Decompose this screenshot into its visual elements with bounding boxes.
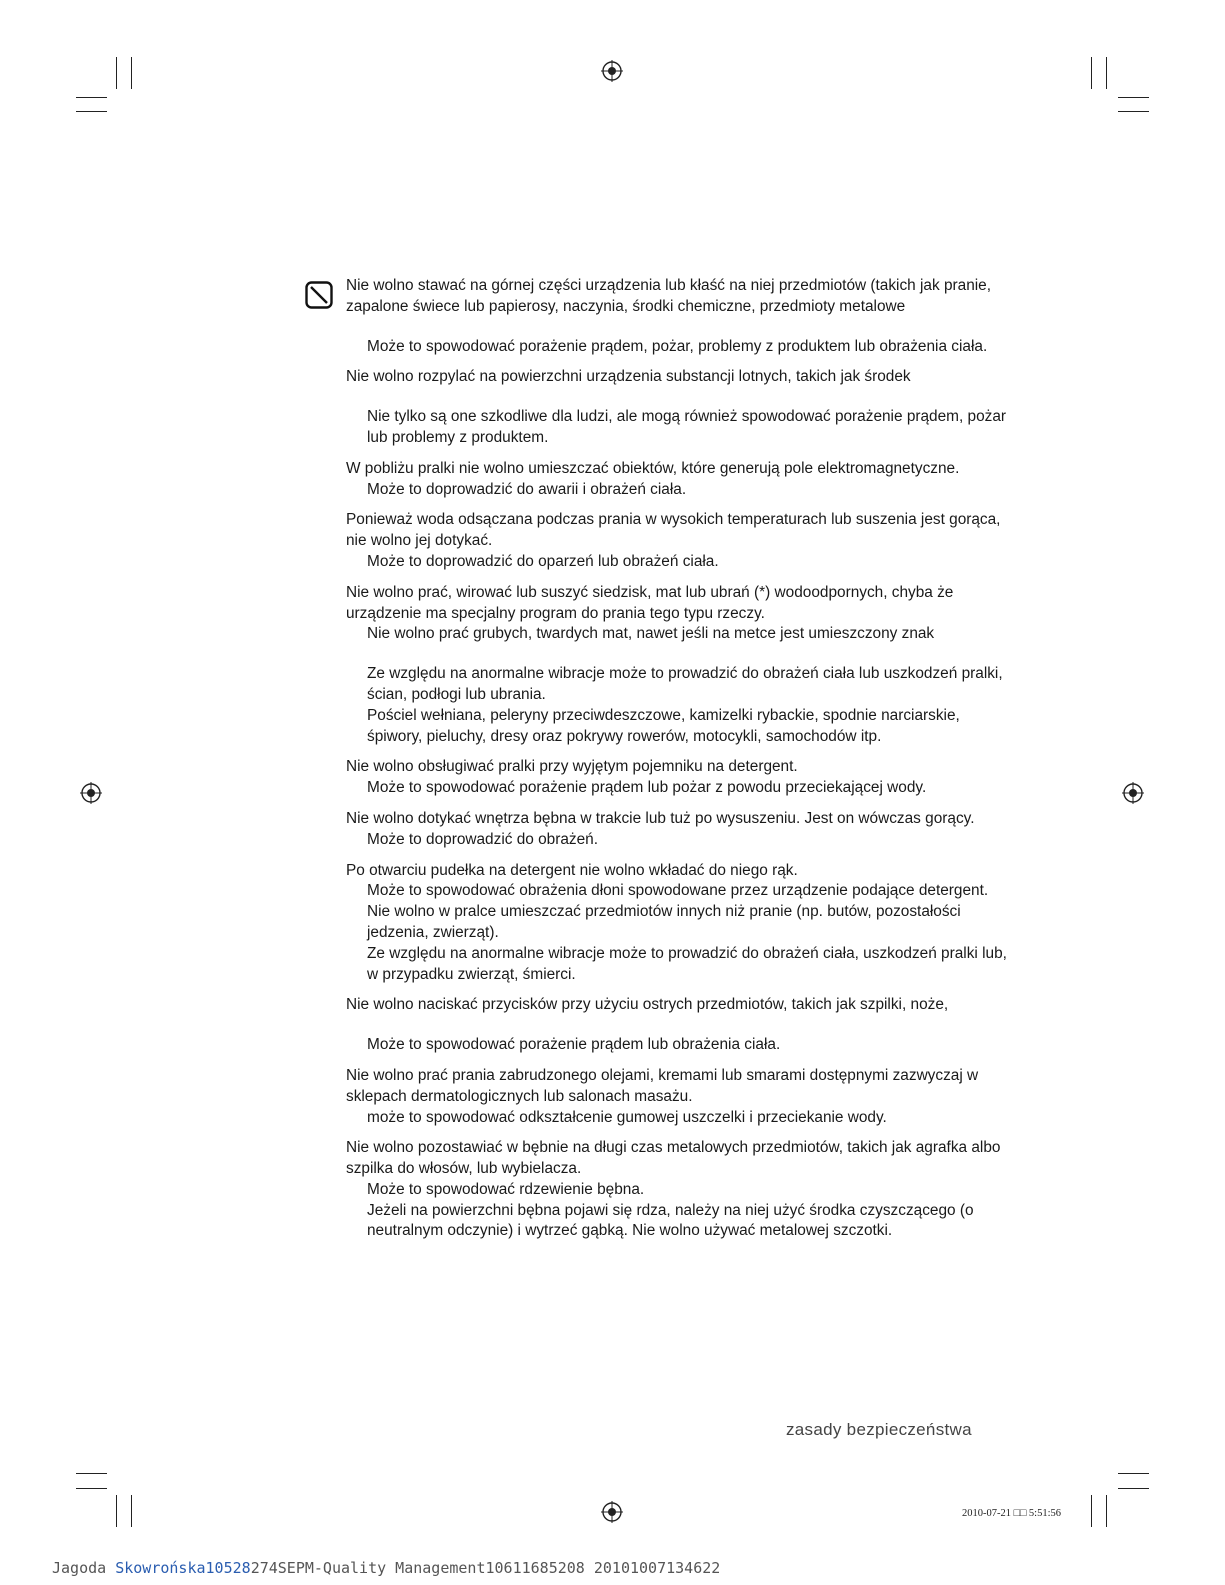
consequence-text: Może to spowodować porażenie prądem lub pożar z powodu przeciekającej wody.: [367, 779, 927, 797]
crop-mark: [1091, 57, 1092, 89]
footer-link[interactable]: Skowrońska10528: [115, 1559, 251, 1577]
instruction-text: Nie wolno naciskać przycisków przy użyciu ostrych przedmiotów, takich jak szpilki, noże,: [346, 996, 949, 1014]
instruction-block: [346, 1066, 1010, 1128]
spacer: [346, 388, 1010, 407]
crop-mark: [131, 57, 132, 89]
instruction-block: [346, 459, 1010, 501]
crop-mark: [1118, 1488, 1149, 1489]
instruction-text: Nie wolno prać, wirować lub suszyć siedzisk, mat lub ubrań (*) wodoodpornych, chyba że urządzenie ma specjalny program do prania tego typu rzeczy.: [346, 583, 954, 622]
crop-mark: [131, 1495, 132, 1527]
instruction-block: [346, 367, 1010, 448]
instruction-text: Nie wolno rozpylać na powierzchni urządzenia substancji lotnych, takich jak środek: [346, 368, 911, 386]
consequence-text: Pościel wełniana, peleryny przeciwdeszczowe, kamizelki rybackie, spodnie narciarskie, śpiwory, pieluchy, dresy oraz pokrywy rowerów, motocykli, samochodów itp.: [367, 706, 960, 745]
instruction-block: [346, 1138, 1010, 1242]
crop-mark: [1118, 111, 1149, 112]
spacer: [346, 645, 1010, 664]
spacer: [346, 1016, 1010, 1035]
crop-mark: [76, 97, 107, 98]
instruction-block: [346, 276, 1010, 357]
footer-prefix: Jagoda: [52, 1559, 116, 1577]
instruction-text: Po otwarciu pudełka na detergent nie wolno wkładać do niego rąk.: [346, 861, 798, 879]
crop-mark: [1118, 1473, 1149, 1474]
crop-mark: [76, 111, 107, 112]
consequence-text: Może to spowodować porażenie prądem lub obrażenia ciała.: [367, 1036, 781, 1054]
instruction-block: [346, 510, 1010, 572]
spacer: [346, 318, 1010, 337]
crop-mark: [76, 1473, 107, 1474]
consequence-text: Może to doprowadzić do awarii i obrażeń ciała.: [367, 480, 687, 498]
crop-mark: [1106, 57, 1107, 89]
consequence-text: może to spowodować odkształcenie gumowej uszczelki i przeciekanie wody.: [367, 1108, 887, 1126]
registration-mark-icon: [80, 782, 102, 804]
instruction-block: [346, 757, 1010, 799]
print-timestamp: 2010-07-21 □□ 5:51:56: [962, 1508, 1062, 1519]
crop-mark: [1091, 1495, 1092, 1527]
crop-mark: [1118, 97, 1149, 98]
registration-mark-icon: [601, 1501, 623, 1523]
consequence-text: Jeżeli na powierzchni bębna pojawi się rdza, należy na niej użyć środka czyszczącego (o neutralnym odczynie) i wytrzeć gąbką. Nie wolno używać metalowej szczotki.: [367, 1201, 974, 1240]
consequence-text: Nie tylko są one szkodliwe dla ludzi, ale mogą również spowodować porażenie prądem, pożar lub problemy z produktem.: [367, 408, 1007, 446]
document-footer: [52, 1559, 720, 1577]
consequence-text: Ze względu na anormalne wibracje może to prowadzić do obrażeń ciała lub uszkodzeń pralki, ścian, podłogi lub ubrania.: [367, 665, 1003, 703]
registration-mark-icon: [1122, 782, 1144, 804]
prohibition-icon: [305, 281, 333, 309]
consequence-text: Może to doprowadzić do oparzeń lub obrażeń ciała.: [367, 552, 719, 570]
instruction-block: [346, 809, 1010, 851]
consequence-text: Może to doprowadzić do obrażeń.: [367, 830, 598, 848]
instruction-text: W pobliżu pralki nie wolno umieszczać obiektów, które generują pole elektromagnetyczne.: [346, 459, 960, 477]
instruction-text: Nie wolno obsługiwać pralki przy wyjętym pojemniku na detergent.: [346, 758, 798, 776]
crop-mark: [1106, 1495, 1107, 1527]
consequence-text: Nie wolno prać grubych, twardych mat, nawet jeśli na metce jest umieszczony znak: [367, 625, 935, 643]
instruction-text: Ponieważ woda odsączana podczas prania w wysokich temperaturach lub suszenia jest gorąca, nie wolno jej dotykać.: [346, 511, 1001, 550]
instruction-text: Nie wolno stawać na górnej części urządzenia lub kłaść na niej przedmiotów (takich jak pranie, zapalone świece lub papierosy, naczynia, środki chemiczne, przedmioty metalowe: [346, 277, 992, 315]
section-title: zasady bezpieczeństwa: [786, 1420, 972, 1439]
instruction-text: Nie wolno dotykać wnętrza bębna w trakcie lub tuż po wysuszeniu. Jest on wówczas gorący.: [346, 809, 975, 827]
safety-instructions: [346, 276, 1010, 1252]
consequence-text: Ze względu na anormalne wibracje może to prowadzić do obrażeń ciała, uszkodzeń pralki lub, w przypadku zwierząt, śmierci.: [367, 944, 1007, 983]
consequence-text: Może to spowodować rdzewienie bębna.: [367, 1180, 645, 1198]
registration-mark-icon: [601, 60, 623, 82]
instruction-text: Nie wolno pozostawiać w bębnie na długi czas metalowych przedmiotów, takich jak agrafka albo szpilka do włosów, lub wybielacza.: [346, 1139, 1001, 1178]
consequence-text: Może to spowodować porażenie prądem, pożar, problemy z produktem lub obrażenia ciała.: [367, 337, 988, 355]
instruction-text: Nie wolno prać prania zabrudzonego olejami, kremami lub smarami dostępnymi zazwyczaj w sklepach dermatologicznych lub salonach masażu.: [346, 1066, 979, 1105]
crop-mark: [116, 57, 117, 89]
instruction-block: [346, 861, 1010, 986]
footer-rest: 274SEPM-Quality Management10611685208 20101007134622: [250, 1559, 721, 1577]
crop-mark: [76, 1488, 107, 1489]
crop-mark: [116, 1495, 117, 1527]
instruction-block: [346, 995, 1010, 1056]
consequence-text: Może to spowodować obrażenia dłoni spowodowane przez urządzenie podające detergent. Nie wolno w pralce umieszczać przedmiotów innych niż pranie (np. butów, pozostałości jedzenia, zwierząt).: [367, 882, 989, 941]
instruction-block: [346, 583, 1010, 748]
